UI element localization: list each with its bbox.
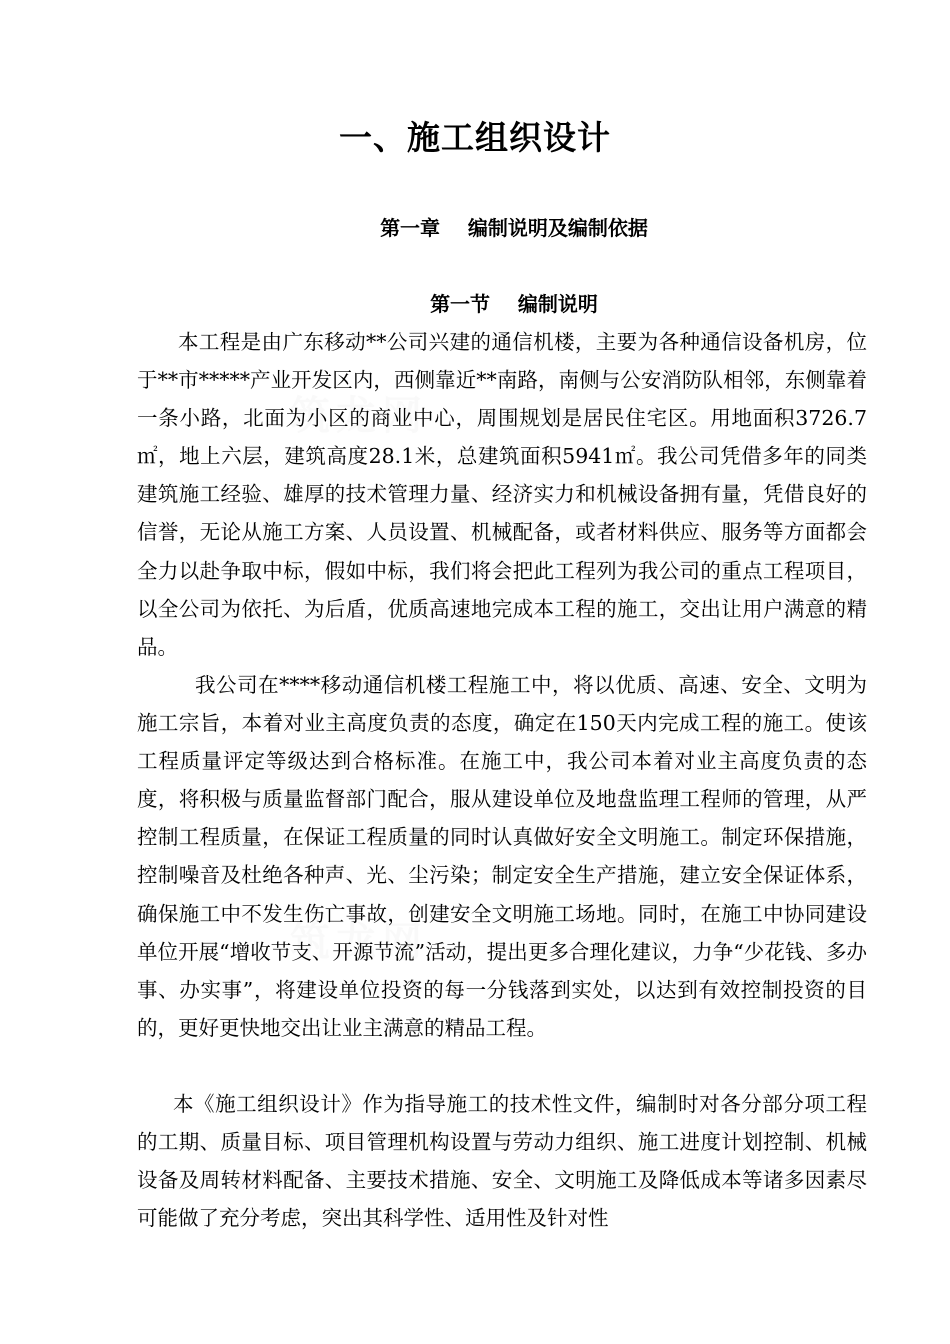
document-title: 一、施工组织设计	[339, 118, 611, 157]
chapter-heading: 第一章 编制说明及编制依据	[380, 216, 648, 240]
section-heading: 第一节 编制说明	[430, 292, 598, 316]
body-paragraph: 本工程是由广东移动**公司兴建的通信机楼，主要为各种通信设备机房，位于**市*****产业开发区内，西侧靠近**南路，南侧与公安消防队相邻，东侧靠着一条小路，北面为小区的商业中心，周围规划是居民住宅区。用地面积3726.7㎡，地上六层，建筑高度28.1米，总建筑面积5941㎡。我公司凭借多年的同类建筑施工经验、雄厚的技术管理力量、经济实力和机械设备拥有量，凭借良好的信誉，无论从施工方案、人员设置、机械配备，或者材料供应、服务等方面都会全力以赴争取中标，假如中标，我们将会把此工程列为我公司的重点工程项目，以全公司为依托、为后盾，优质高速地完成本工程的施工，交出让用户满意的精品。	[137, 330, 867, 659]
body-paragraph: 我公司在****移动通信机楼工程施工中，将以优质、高速、安全、文明为施工宗旨，本着对业主高度负责的态度，确定在150天内完成工程的施工。使该工程质量评定等级达到合格标准。在施工中，我公司本着对业主高度负责的态度，将积极与质量监督部门配合，服从建设单位及地盘监理工程师的管理，从严控制工程质量，在保证工程质量的同时认真做好安全文明施工。制定环保措施，控制噪音及杜绝各种声、光、尘污染；制定安全生产措施，建立安全保证体系，确保施工中不发生伤亡事故，创建安全文明施工场地。同时，在施工中协同建设单位开展“增收节支、开源节流”活动，提出更多合理化建议，力争“少花钱、多办事、办实事”，将建设单位投资的每一分钱落到实处，以达到有效控制投资的目的，更好更快地交出让业主满意的精品工程。	[137, 673, 867, 1040]
body-paragraph: 本《施工组织设计》作为指导施工的技术性文件，编制时对各分部分项工程的工期、质量目标、项目管理机构设置与劳动力组织、施工进度计划控制、机械设备及周转材料配备、主要技术措施、安全、文明施工及降低成本等诸多因素尽可能做了充分考虑，突出其科学性、适用性及针对性	[137, 1092, 867, 1231]
